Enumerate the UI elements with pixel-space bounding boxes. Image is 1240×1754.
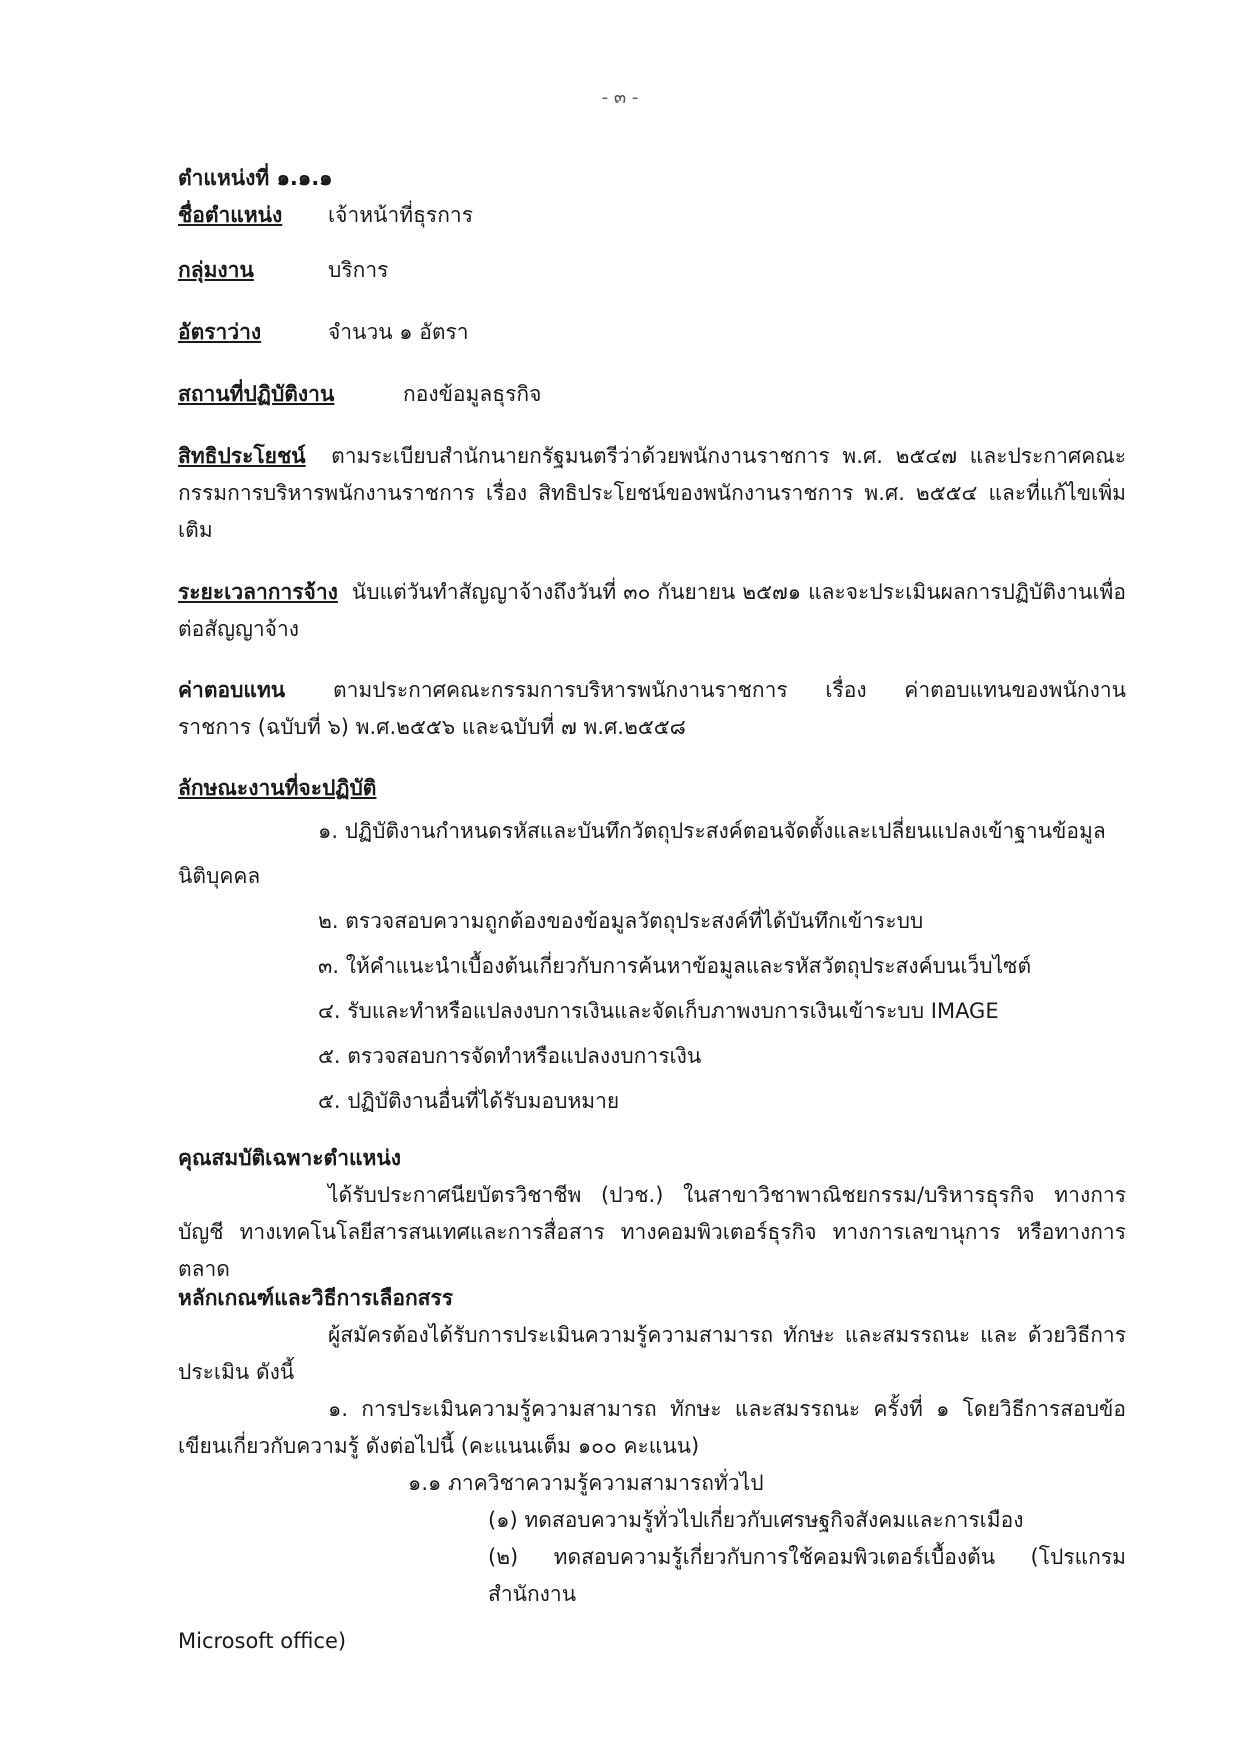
duty-item: ๑. ปฏิบัติงานกำหนดรหัสและบันทึกวัตถุประสงค์ตอนจัดตั้งและเปลี่ยนแปลงเข้าฐานข้อมูล: [318, 819, 1106, 843]
position-number: ตำแหน่งที่ ๑.๑.๑: [178, 166, 333, 190]
qualifications-label: คุณสมบัติเฉพาะตำแหน่ง: [178, 1146, 401, 1170]
selection-label: หลักเกณฑ์และวิธีการเลือกสรร: [178, 1286, 454, 1310]
work-group-row: [178, 252, 1126, 289]
position-name-row: [178, 197, 1126, 234]
position-name-label: ชื่อตำแหน่ง: [178, 203, 283, 227]
selection-step1: ๑. การประเมินความรู้ความสามารถ ทักษะ และสมรรถนะ ครั้งที่ ๑ โดยวิธีการสอบข้อเขียนเกี่ยวกับความรู้ ดังต่อไปนี้ (คะแนนเต็ม ๑๐๐ คะแนน): [178, 1397, 1126, 1458]
workplace-label: สถานที่ปฏิบัติงาน: [178, 382, 335, 406]
selection-sub1-b: (๒) ทดสอบความรู้เกี่ยวกับการใช้คอมพิวเตอร์เบื้องต้น (โปรแกรมสำนักงาน: [488, 1545, 1126, 1606]
vacancy-label: อัตราว่าง: [178, 320, 262, 344]
benefits-text: ตามระเบียบสำนักนายกรัฐมนตรีว่าด้วยพนักงานราชการ พ.ศ. ๒๕๔๗ และประกาศคณะกรรมการบริหารพนักงานราชการ เรื่อง สิทธิประโยชน์ของพนักงานราชการ พ.ศ. ๒๕๕๔ และที่แก้ไขเพิ่มเติม: [178, 444, 1127, 542]
selection-sub1-b-wrap: Microsoft office): [178, 1629, 347, 1653]
work-group-value: บริการ: [328, 258, 389, 282]
benefits-label: สิทธิประโยชน์: [178, 444, 306, 468]
duties-section: [178, 770, 1126, 1120]
duty-item: ๕. ตรวจสอบการจัดทำหรือแปลงงบการเงิน: [318, 1044, 702, 1068]
duty-item: ๔. รับและทำหรือแปลงงบการเงินและจัดเก็บภาพงบการเงินเข้าระบบ IMAGE: [318, 999, 999, 1023]
duty-item: ๕. ปฏิบัติงานอื่นที่ได้รับมอบหมาย: [318, 1089, 620, 1113]
selection-intro: ผู้สมัครต้องได้รับการประเมินความรู้ความสามารถ ทักษะ และสมรรถนะ และ ด้วยวิธีการประเมิน ดังนี้: [178, 1323, 1126, 1384]
compensation-section: [178, 672, 1126, 746]
compensation-label: ค่าตอบแทน: [178, 678, 286, 702]
duty-item-wrap: นิติบุคคล: [178, 864, 261, 888]
qualifications-section: [178, 1140, 1126, 1288]
duties-label: ลักษณะงานที่จะปฏิบัติ: [178, 776, 377, 800]
selection-sub1-a: (๑) ทดสอบความรู้ทั่วไปเกี่ยวกับเศรษฐกิจสังคมและการเมือง: [488, 1508, 1024, 1532]
employment-period-label: ระยะเวลาการจ้าง: [178, 580, 338, 604]
selection-section: [178, 1280, 1126, 1660]
qualifications-text: ได้รับประกาศนียบัตรวิชาชีพ (ปวช.) ในสาขาวิชาพาณิชยกรรม/บริหารธุรกิจ ทางการบัญชี ทางเทคโนโลยีสารสนเทศและการสื่อสาร ทางคอมพิวเตอร์ธุรกิจ ทางการเลขานุการ หรือทางการตลาด: [178, 1183, 1126, 1281]
duty-item: ๓. ให้คำแนะนำเบื้องต้นเกี่ยวกับการค้นหาข้อมูลและรหัสวัตถุประสงค์บนเว็บไซต์: [318, 954, 1032, 978]
employment-period-text: นับแต่วันทำสัญญาจ้างถึงวันที่ ๓๐ กันยายน ๒๕๗๑ และจะประเมินผลการปฏิบัติงานเพื่อต่อสัญญาจ้าง: [178, 580, 1126, 641]
workplace-row: [178, 376, 1126, 413]
workplace-value: กองข้อมูลธุรกิจ: [403, 382, 542, 406]
page-number: - ๓ -: [601, 87, 639, 108]
vacancy-row: [178, 314, 1126, 351]
vacancy-value: จำนวน ๑ อัตรา: [328, 320, 469, 344]
selection-sub1: ๑.๑ ภาควิชาความรู้ความสามารถทั่วไป: [408, 1471, 764, 1495]
position-name-value: เจ้าหน้าที่ธุรการ: [328, 203, 473, 227]
benefits-section: [178, 438, 1126, 549]
work-group-label: กลุ่มงาน: [178, 258, 254, 282]
employment-period-section: [178, 574, 1126, 648]
position-header: [178, 160, 1126, 234]
duty-item: ๒. ตรวจสอบความถูกต้องของข้อมูลวัตถุประสงค์ที่ได้บันทึกเข้าระบบ: [318, 909, 924, 933]
compensation-text: ตามประกาศคณะกรรมการบริหารพนักงานราชการ เรื่อง ค่าตอบแทนของพนักงานราชการ (ฉบับที่ ๖) พ.ศ.๒๕๕๖ และฉบับที่ ๗ พ.ศ.๒๕๕๘: [178, 678, 1126, 739]
